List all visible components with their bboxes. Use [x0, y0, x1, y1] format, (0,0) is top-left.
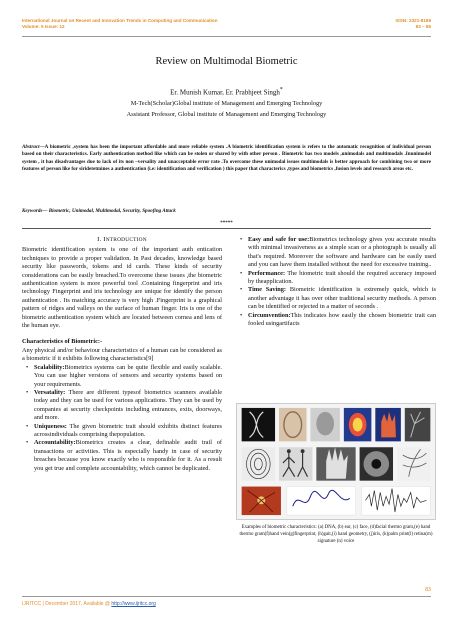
- characteristics-heading: Characteristics of Biometric:-: [22, 338, 103, 346]
- affiliation-2: Assistant Professor, Global institute of Management and Emerging Technology: [126, 111, 327, 118]
- list-item: [34, 439, 222, 473]
- journal-name: International Journal on Recent and Innovation Trends in Computing and Communication: [22, 18, 218, 23]
- intro-heading: [22, 236, 222, 244]
- voice-image: [362, 487, 431, 516]
- biometric-examples-figure: [236, 403, 436, 520]
- pupil-icon: [371, 459, 381, 469]
- item-text: Biometric identification is extremely quick, which is another advantage it has over other traditional security methods. A person can be identified or rejected in a matter of seconds .: [248, 286, 437, 311]
- item-text: Biometrics systems can be quite flexible and easily scalable. You can use higher versions of sensors and security systems based on your requirements.: [34, 363, 222, 388]
- item-term: Easy and safe for use:: [248, 236, 310, 243]
- footer-rule: [22, 596, 431, 597]
- keywords: [22, 208, 431, 214]
- item-text: There are different typesof biometrics scanners available today and they can be used for various applications. They can be used by companies at security checkpoints including entrances, exits, doorways, and more.: [34, 388, 222, 422]
- list-item: [248, 312, 436, 329]
- item-term: Uniqueness:: [34, 422, 67, 430]
- item-term: Versatality:: [34, 388, 66, 396]
- page-number: 83: [425, 587, 431, 593]
- item-text: The biometric trait should the required accuracy imposed by theapplication.: [248, 269, 436, 286]
- item-term: Accountability:: [34, 439, 76, 447]
- journal-pages: 83 – 86: [415, 24, 431, 29]
- header-rule: [22, 36, 431, 37]
- author-mark: *: [279, 87, 283, 93]
- characteristics-intro: Any physical and/or behaviour characteristics of a human can be considered as a biometric if it exhibits following characteristics[9]: [22, 346, 222, 363]
- affiliation-1: M-Tech(Scholar)Global institute of Management and Emerging Technology: [130, 100, 323, 107]
- list-item: [34, 364, 222, 389]
- intro-heading-num: I.: [97, 236, 102, 243]
- ear-image: [279, 408, 307, 441]
- separator-rule: [22, 228, 431, 229]
- gait-head-icon: [287, 449, 291, 453]
- figure-caption: Examples of biometric characteristics: (a) DNA, (b) ear, (c) face, (d)facial thermo gram,(e) hand thermo gram(f)hand vein(g)fingerprint, (h)gait,(i) hand geometry, (j)iris, (k)palm print(l) retina(m) signature (n) voice: [239, 525, 433, 545]
- characteristics-list-left: [34, 364, 222, 473]
- dna-image: [242, 408, 275, 441]
- journal-volume: Volume: 5 Issue: 12: [22, 24, 65, 29]
- journal-url-link[interactable]: http://www.ijritcc.org: [111, 601, 156, 607]
- intro-paragraph: Biometric identification system is one of the important auth entication techniques to provide a proper validation. In Past decades, knowledge based security like passwords, tokens and id cards. These kinds of security considerations can be easily breached.To overcome these issues ,the biometric authentication system is more powerful tool .Containing fingerprint and iris technology Fingerprint and iris technology are unique for identify the person authentication . Its matching accuracy is very high .Fingerprint is a graphical pattern of ridges and valleys on the surface of human finger. Iris is one of the biometric authentication system which are located between cornea and lens of the human eye.: [22, 246, 222, 330]
- paper-authors: [0, 87, 453, 96]
- abstract-text: —A biometric ,system has been the important affordable and more reliable system .A biometric identification system is refers to the automatic recognition of individual person based on their characteristics. Early authentication method like which can be stolen or shared by with other person . Biometric has two models ,unimodals and multimodals .Inunimodel system , it has disadvantages due to lack of its non –versality and unacceptable error rate .To overcome these unimodal issues multimodals is better approach for combining two or more features of person like for siridetetmines a authentication (i.e: identification and verification ) this paper that characterics ,types and biometrics ,fusion levels and research areas etc.: [22, 144, 431, 173]
- item-term: Scalability:: [34, 363, 65, 371]
- signature-image: [287, 487, 356, 516]
- page-footer: [22, 601, 156, 607]
- list-item: [34, 423, 222, 440]
- keywords-label: Keywords: [22, 208, 43, 214]
- footer-text: IJRITCC | December 2017, Available @: [22, 601, 112, 607]
- left-column: [22, 236, 222, 473]
- abstract-label: Abstract: [22, 144, 40, 150]
- item-text: Biometrics technology gives you accurate results with minimal invasiveness as a simple scan or a photograph is usually all that's required. Moreover the software and hardware can be easily used and you can have them installed without the need for excessive training..: [248, 236, 436, 269]
- list-item: [34, 389, 222, 423]
- thermogram-core-icon: [353, 418, 363, 432]
- item-term: Time Saving:: [248, 286, 286, 294]
- hand-vein-image: [405, 408, 431, 441]
- item-term: Performance:: [248, 269, 286, 277]
- characteristics-list-right: [248, 236, 436, 328]
- list-item: [248, 270, 436, 287]
- abstract: [22, 144, 431, 174]
- face-icon: [316, 412, 334, 436]
- intro-heading-big: I: [103, 236, 106, 243]
- right-column: [236, 236, 436, 328]
- journal-header-left: [22, 18, 282, 30]
- keywords-text: — Biometric, Unimodal, Multimodal, Security, Spoofing Attack: [42, 208, 176, 214]
- intro-heading-rest: NTRODUCTION: [105, 237, 147, 243]
- journal-issn: ISSN: 2321-8169: [395, 18, 431, 23]
- item-text: This indicates how easily the chosen biometric trait can fooled usingartifacts: [248, 311, 436, 328]
- item-text: The given biometric trait should exhibits distinct features acrossindividuals comprising thepopulation.: [34, 422, 222, 438]
- journal-header-right: [351, 18, 431, 30]
- list-item: [248, 236, 436, 270]
- author-names: Er. Munish Kumar, Er. Prabhjeet Singh: [170, 88, 280, 97]
- item-text: Biometrics creates a clear, definable audit trail of transactions or activities. This is especially handy in case of security breaches because you know exactly who is responsible for it. As a result you get true and complete accountability, which cannot be duplicated.: [34, 439, 222, 472]
- item-term: Circumvention:: [248, 311, 291, 319]
- gait-head-icon: [301, 449, 305, 453]
- section-separator: *****: [220, 221, 233, 226]
- list-item: [248, 286, 436, 311]
- paper-title: Review on Multimodal Biometric: [155, 56, 298, 67]
